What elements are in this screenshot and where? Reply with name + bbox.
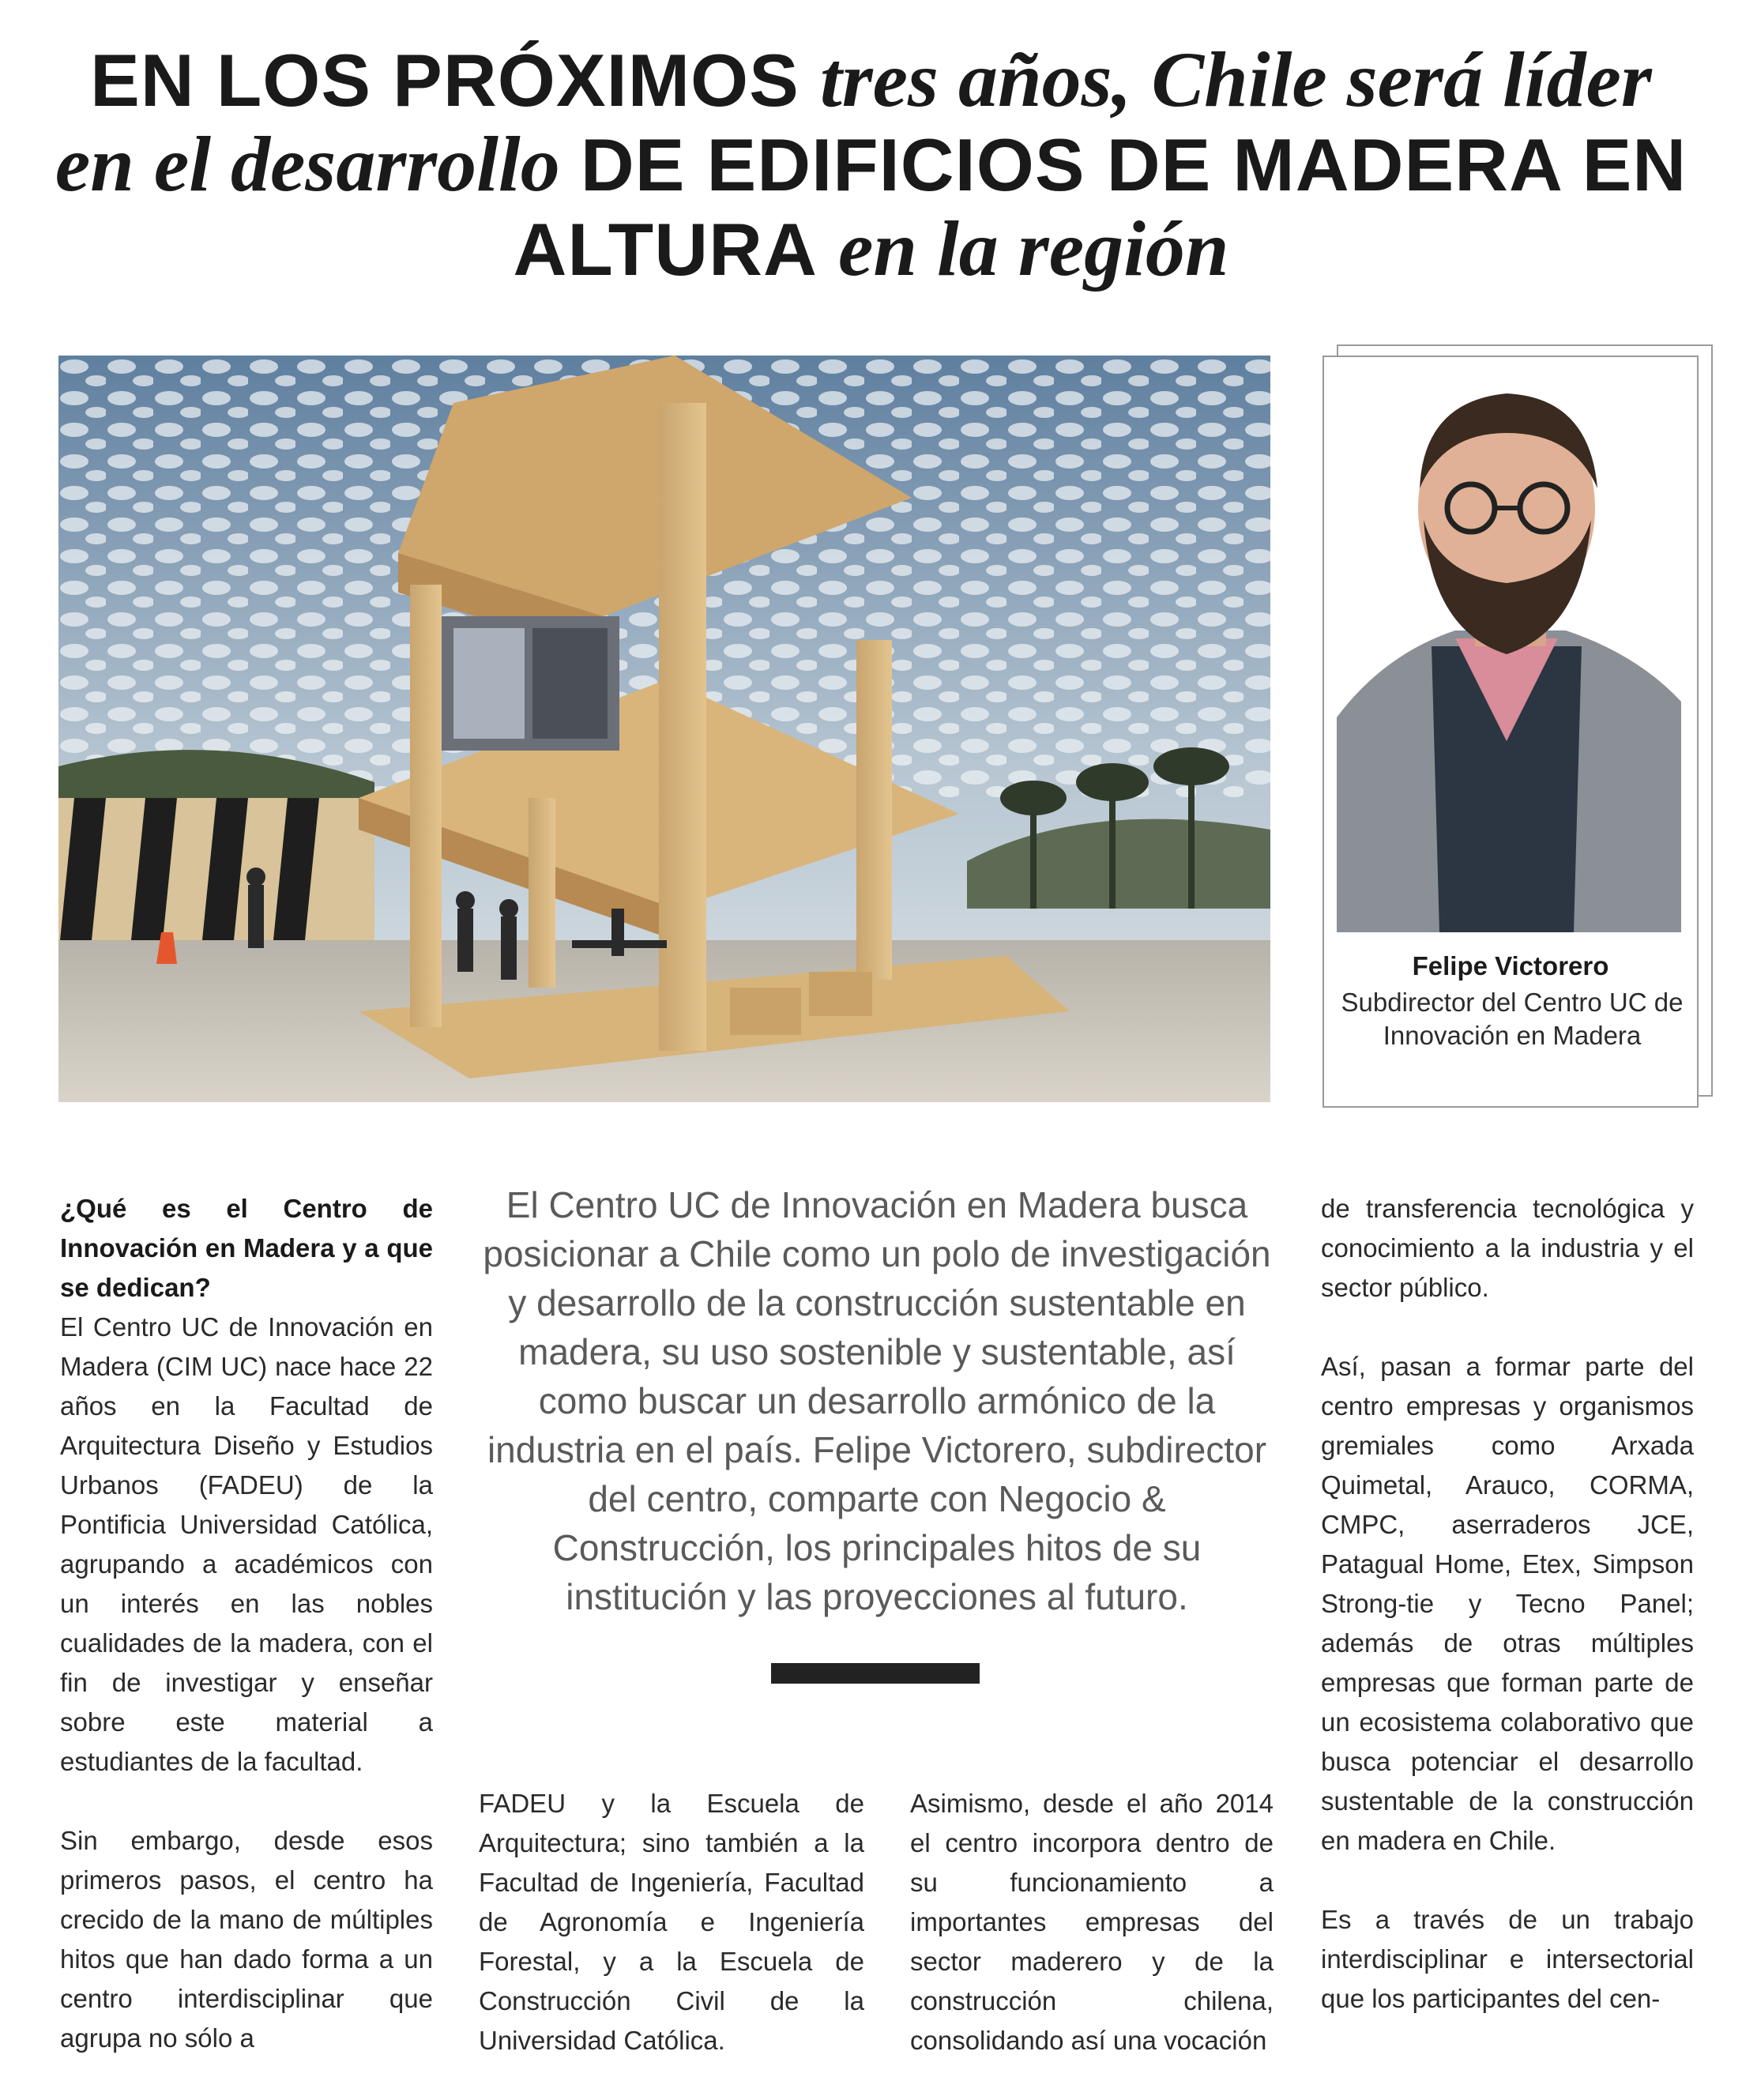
paragraph: Asimismo, desde el año 2014 el centro incorpora dentro de su funcionamiento a importantes empresas del sector maderero y de la construcción chilena, consolidando así una vocación: [910, 1789, 1274, 2055]
headline-line1-italic: tres años, Chile será líder: [819, 36, 1652, 123]
timber-pavilion-illustration: [58, 356, 1270, 1102]
paragraph: Así, pasan a formar parte del centro empresas y organismos gremiales como Arxada Quimetal, Arauco, CORMA, CMPC, aserraderos JCE, Patagual Home, Etex, Simpson Strong-tie y Tecno Panel; además de otras múltiples empresas que forman parte de un ecosistema colaborativo que busca potenciar el desarrollo sustentable de la construcción en madera en Chile.: [1321, 1352, 1694, 1855]
headline: [47, 38, 1695, 292]
article-column-right: [1321, 1189, 1694, 2019]
article-column-left: [60, 1189, 433, 2058]
profile-name: Felipe Victorero: [1412, 951, 1609, 980]
profile-card: [1322, 356, 1699, 1108]
paragraph: Sin embargo, desde esos primeros pasos, el centro ha crecido de la mano de múltiples hitos que han dado forma a un centro interdisciplinar que agrupa no sólo a: [60, 1826, 433, 2053]
pull-quote: El Centro UC de Innovación en Madera busca posicionar a Chile como un polo de investigación y desarrollo de la construcción sustentable en madera, su uso sostenible y sustentable, así como buscar un desarrollo armónico de la industria en el país. Felipe Victorero, subdirector del centro, comparte con Negocio & Construcción, los principales hitos de su institución y las proyecciones al futuro.: [483, 1184, 1271, 1617]
headline-line3-italic: en la región: [838, 205, 1229, 292]
interview-question: ¿Qué es el Centro de Innovación en Madera y a que se dedican?: [60, 1194, 433, 1302]
headline-line3-bold: ALTURA: [513, 208, 818, 291]
portrait-illustration: [1337, 370, 1681, 932]
paragraph: El Centro UC de Innovación en Madera (CIM UC) nace hace 22 años en la Facultad de Arquitectura Diseño y Estudios Urbanos (FADEU) de la Pontificia Universidad Católica, agrupando a académicos con un interés en las nobles cualidades de la madera, con el fin de investigar y enseñar sobre este material a estudiantes de la facultad.: [60, 1312, 433, 1776]
divider: [771, 1663, 980, 1684]
article-column-middle-a: [479, 1784, 864, 2060]
timber-pavilion-photo: [58, 356, 1270, 1102]
headline-line2-bold: DE EDIFICIOS DE MADERA EN: [580, 123, 1687, 206]
headline-line1-bold: EN LOS PRÓXIMOS: [90, 39, 800, 122]
paragraph: FADEU y la Escuela de Arquitectura; sino también a la Facultad de Ingeniería, Facultad de Agronomía e Ingeniería Forestal, y a la Escuela de Construcción Civil de la Universidad Católica.: [479, 1789, 864, 2055]
paragraph: de transferencia tecnológica y conocimiento a la industria y el sector público.: [1321, 1194, 1694, 1302]
profile-role: Subdirector del Centro UC de Innovación en Madera: [1341, 988, 1684, 1050]
headline-line2-italic: en el desarrollo: [55, 120, 560, 208]
paragraph: Es a través de un trabajo interdisciplinar e intersectorial que los participantes del cen-: [1321, 1905, 1694, 2013]
article-column-middle-b: [910, 1784, 1274, 2060]
portrait-photo: [1337, 370, 1681, 932]
